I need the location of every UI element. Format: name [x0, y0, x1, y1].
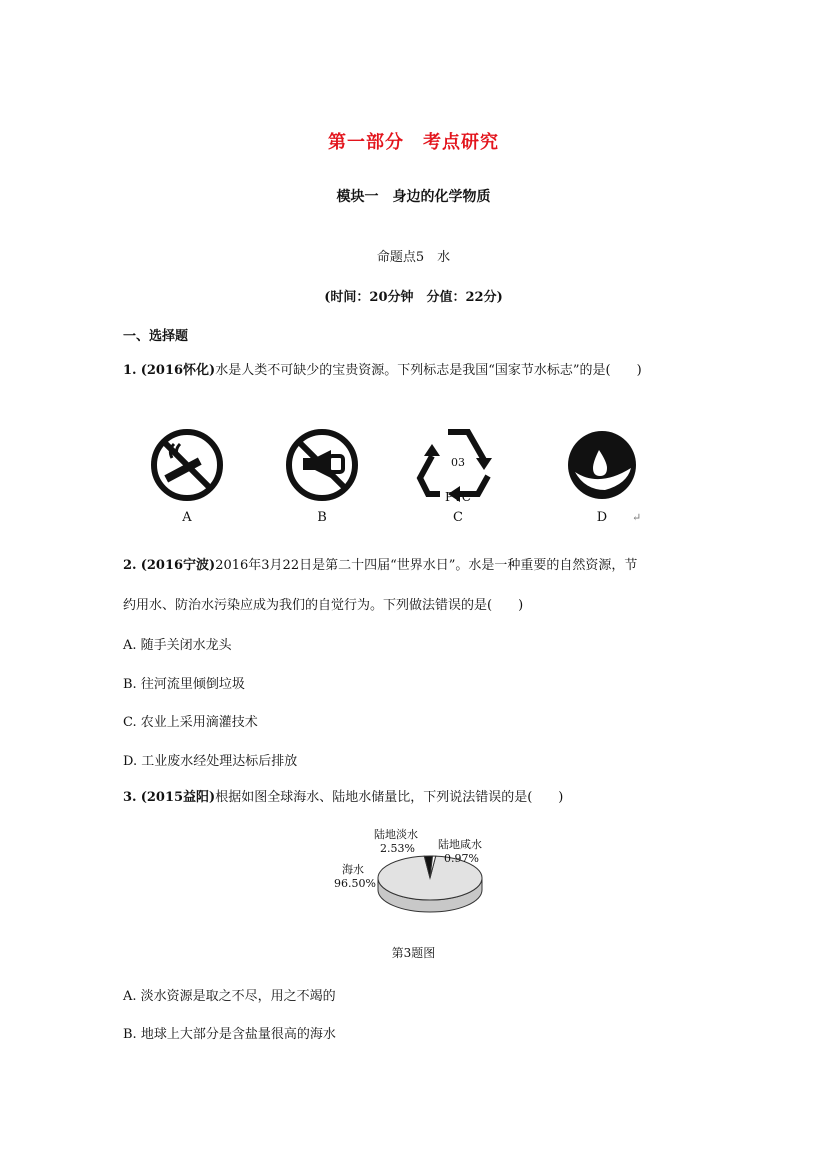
q3-option-a: A. 淡水资源是取之不尽，用之不竭的 [123, 989, 336, 1004]
part-title: 第一部分 考点研究 [328, 132, 499, 153]
question-2-line2: 约用水、防治水污染应成为我们的自觉行为。下列做法错误的是( ) [123, 598, 524, 613]
pie-label-salt-land-water: 陆地咸水 [438, 838, 482, 851]
sign-label-c: C [453, 510, 463, 525]
q3-option-b: B. 地球上大部分是含盐量很高的海水 [123, 1027, 336, 1042]
question-text: 水是人类不可缺少的宝贵资源。下列标志是我国“国家节水标志”的是( ) [215, 363, 642, 378]
question-number: 3. [123, 790, 137, 805]
water-saving-icon [565, 428, 639, 502]
option-b: B. 往河流里倾倒垃圾 [123, 677, 245, 692]
question-1 [123, 361, 642, 381]
topic-title: 命题点5 水 [376, 250, 451, 265]
pie-value-salt-land-water: 0.97% [444, 852, 479, 865]
option-c: C. 农业上采用滴灌技术 [123, 715, 258, 730]
pie-label-fresh-land-water: 陆地淡水 [374, 828, 418, 841]
no-horn-icon [285, 428, 359, 502]
question-number: 2. [123, 558, 137, 573]
question-3 [123, 788, 563, 808]
question-text: 根据如图全球海水、陆地水储量比，下列说法错误的是( ) [215, 790, 564, 805]
figure-caption: 第3题图 [391, 946, 436, 960]
question-number: 1. [123, 363, 137, 378]
module-title: 模块一 身边的化学物质 [336, 189, 491, 205]
question-source: (2015益阳) [140, 790, 216, 805]
no-smoking-icon [150, 428, 224, 502]
question-source: (2016宁波) [140, 558, 216, 573]
recycle-code: 03 [451, 456, 465, 469]
question-source: (2016怀化) [140, 363, 216, 378]
pie-label-sea-water: 海水 [342, 863, 364, 876]
option-a: A. 随手关闭水龙头 [123, 638, 232, 653]
question-text-line1: 2016年3月22日是第二十四届“世界水日”。水是一种重要的自然资源，节 [215, 558, 638, 573]
pie-value-fresh-land-water: 2.53% [380, 842, 415, 855]
question-2 [123, 556, 713, 576]
paragraph-mark: ↵ [632, 511, 642, 524]
section-heading: 一、选择题 [123, 329, 189, 344]
sign-label-b: B [317, 510, 327, 525]
time-score-line: (时间：20分钟 分值：22分) [324, 290, 503, 305]
option-d: D. 工业废水经处理达标后排放 [123, 754, 298, 769]
sign-label-a: A [182, 510, 192, 525]
recycle-material: PVC [445, 490, 471, 504]
water-ratio-pie-chart [330, 824, 500, 924]
pie-value-sea-water: 96.50% [334, 877, 376, 890]
sign-label-d: D [596, 510, 608, 525]
